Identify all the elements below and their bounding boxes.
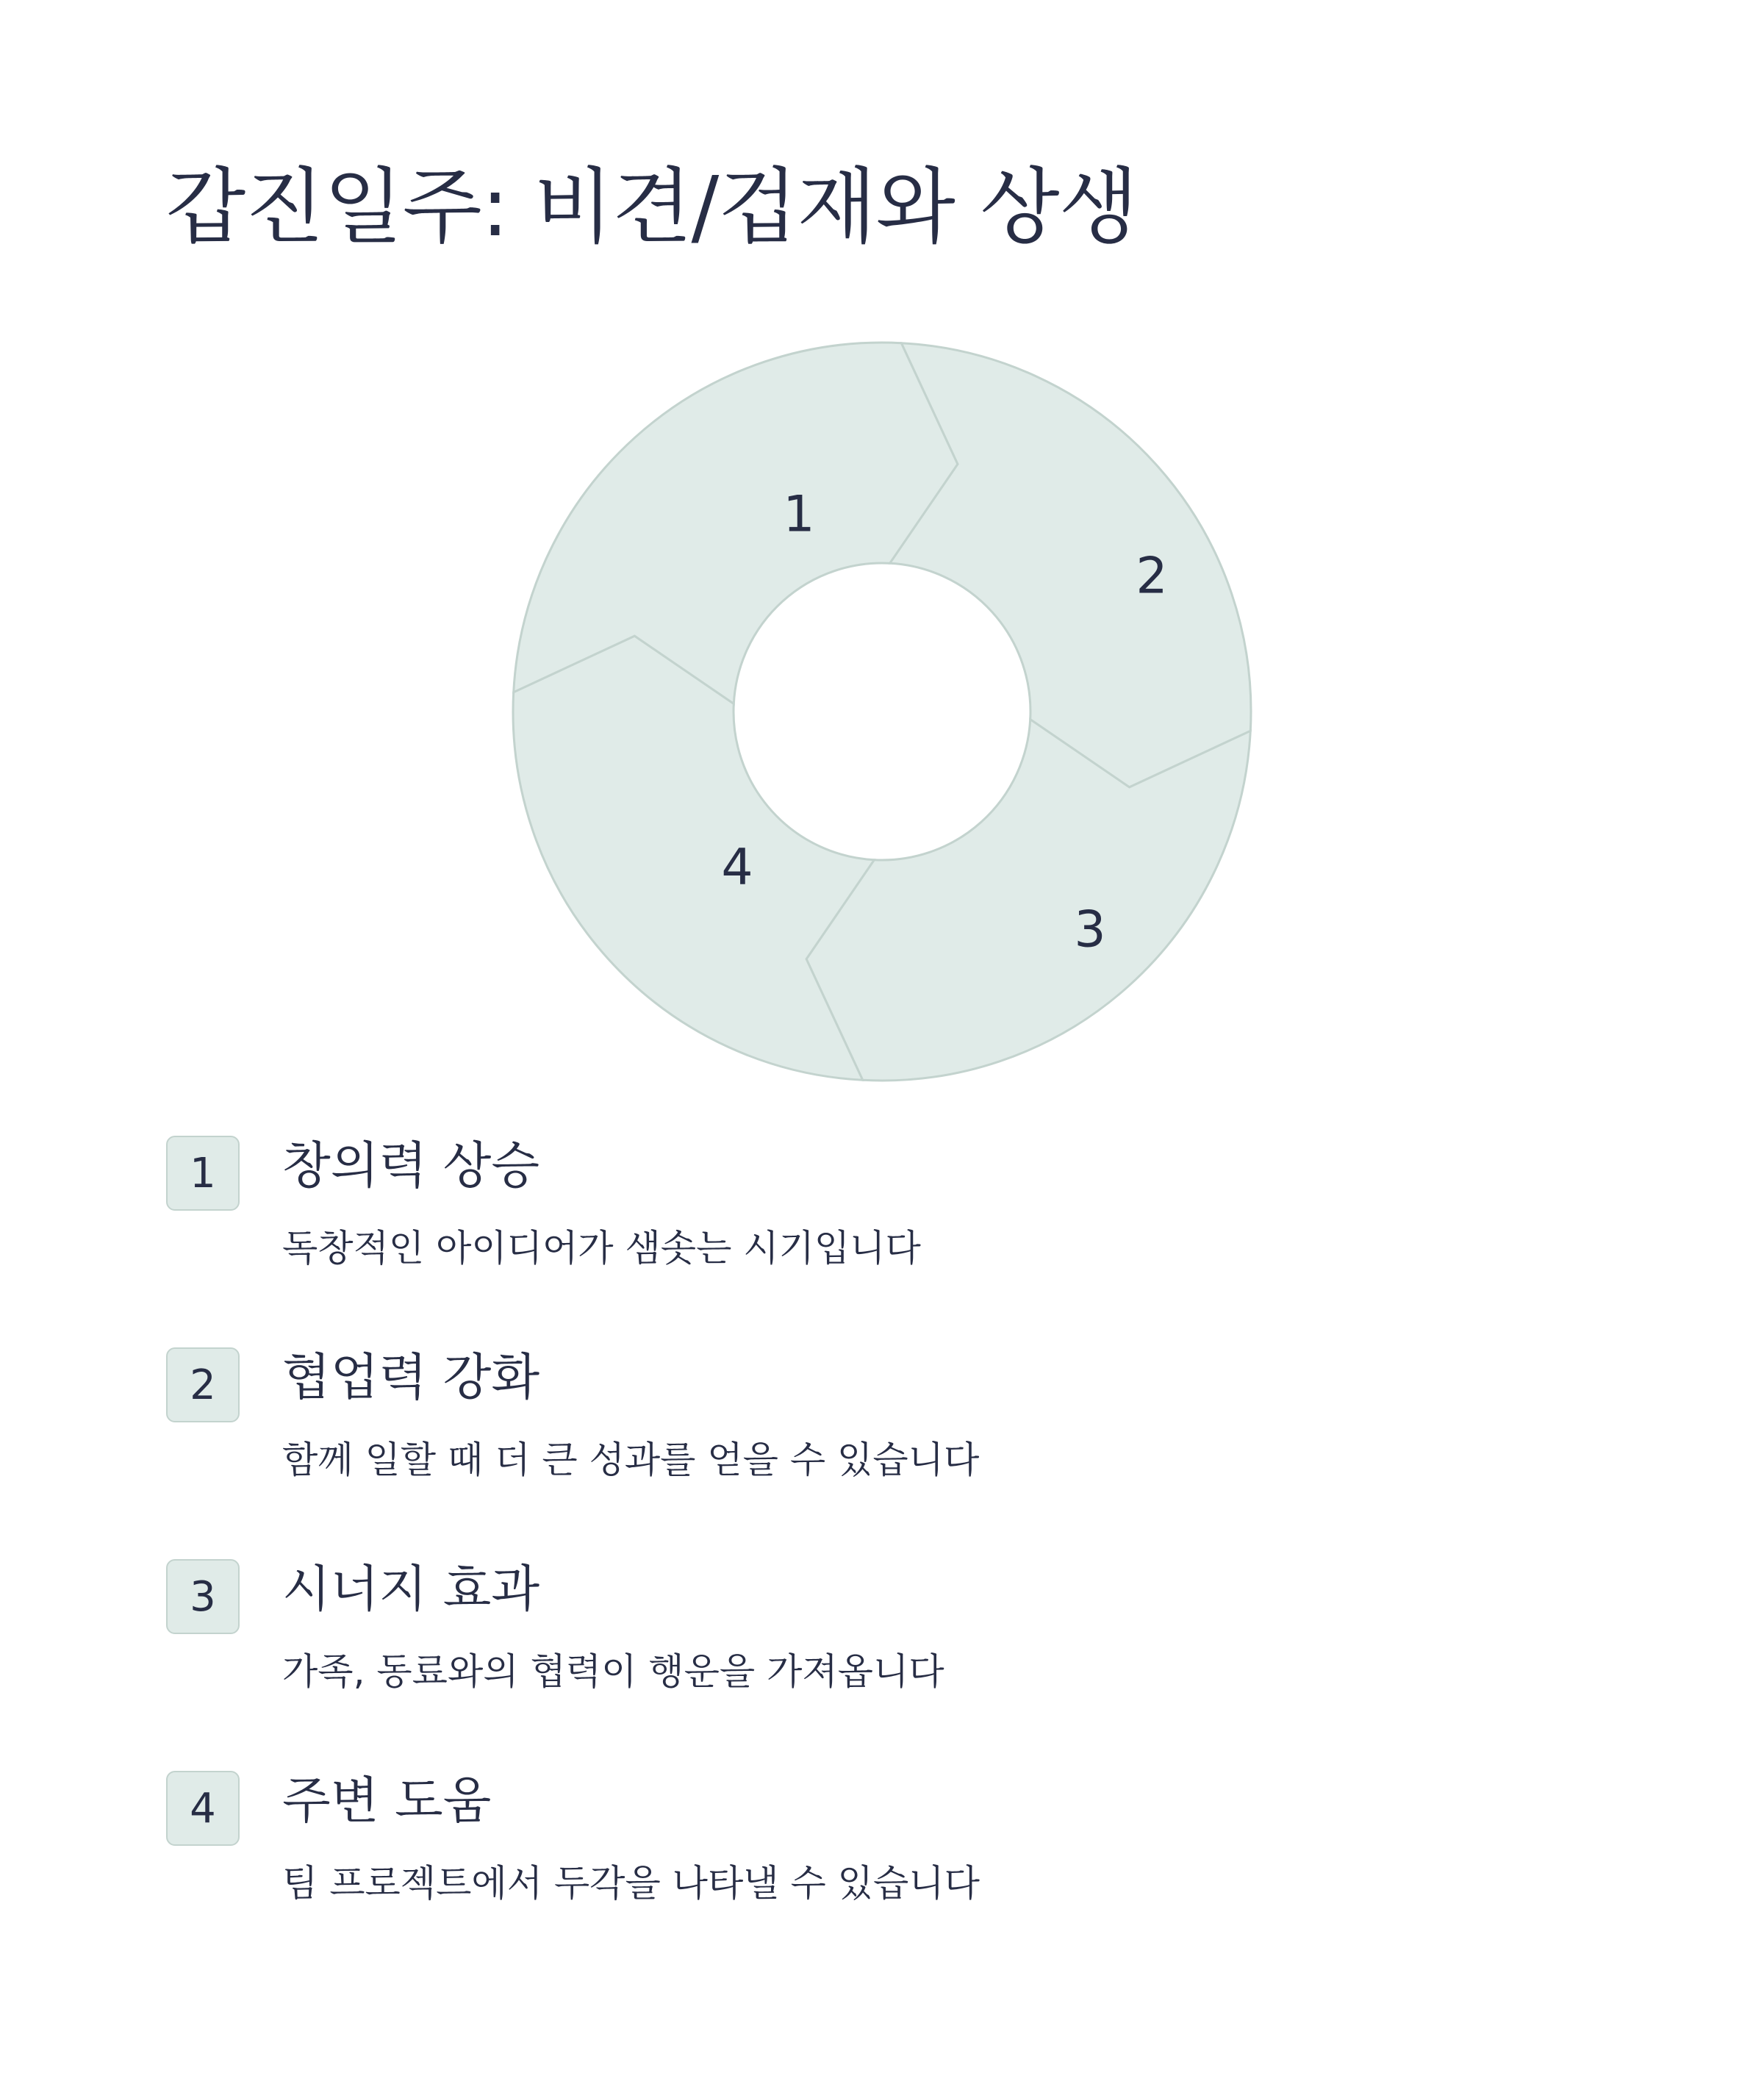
step-title: 주변 도움 (282, 1772, 492, 1830)
step-description: 가족, 동료와의 협력이 행운을 가져옵니다 (282, 1650, 944, 1693)
step-description: 팀 프로젝트에서 두각을 나타낼 수 있습니다 (282, 1862, 980, 1905)
page-title: 갑진일주: 비견/겁재와 상생 (166, 160, 1138, 255)
step-number-badge: 4 (166, 1771, 240, 1846)
step-list (166, 1136, 1563, 1983)
step-description: 독창적인 아이디어가 샘솟는 시기입니다 (282, 1227, 921, 1269)
step-number-badge: 2 (166, 1347, 240, 1422)
cycle-segment-1 (890, 343, 1251, 787)
cycle-segment-label-3: 3 (1074, 900, 1106, 959)
step-title: 협업력 강화 (282, 1349, 540, 1407)
step-item-4 (166, 1771, 1563, 1983)
cycle-segment-3 (513, 636, 874, 1080)
cycle-segment-label-4: 4 (721, 838, 753, 897)
cycle-segment-label-1: 1 (783, 485, 815, 544)
step-title: 시너지 효과 (282, 1561, 540, 1619)
cycle-diagram (500, 329, 1264, 1094)
cycle-segments (513, 343, 1251, 1081)
step-number-badge: 3 (166, 1559, 240, 1634)
step-item-1 (166, 1136, 1563, 1347)
cycle-segment-4 (514, 343, 958, 703)
step-description: 함께 일할 때 더 큰 성과를 얻을 수 있습니다 (282, 1439, 980, 1481)
step-item-3 (166, 1559, 1563, 1771)
step-item-2 (166, 1347, 1563, 1559)
cycle-segment-label-2: 2 (1136, 547, 1168, 606)
cycle-segment-2 (806, 720, 1250, 1081)
step-number-badge: 1 (166, 1136, 240, 1211)
step-title: 창의력 상승 (282, 1137, 540, 1195)
